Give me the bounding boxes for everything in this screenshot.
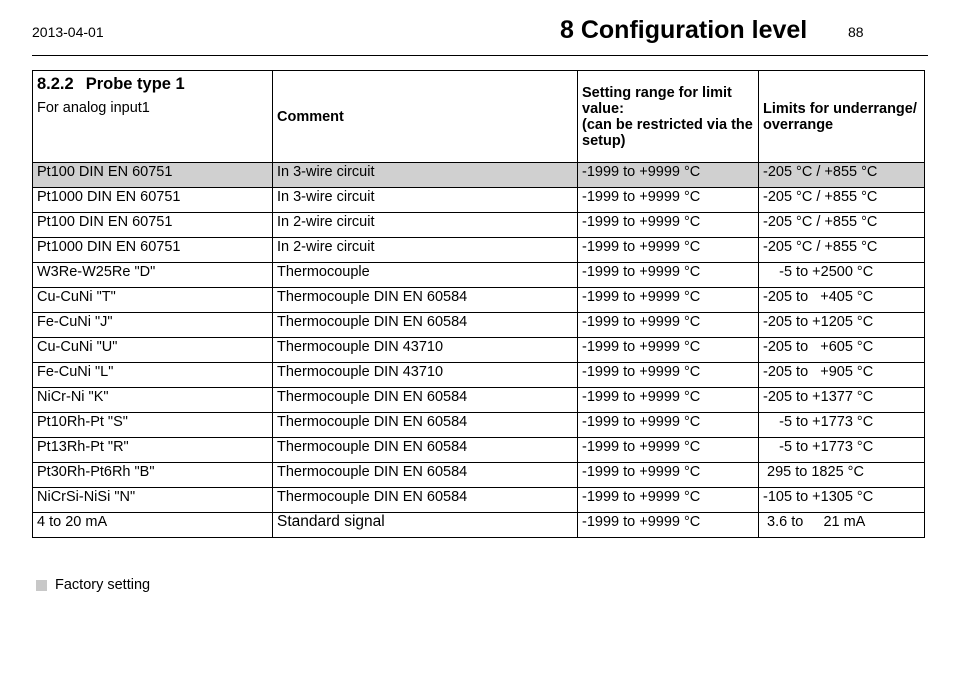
- table-row: [33, 288, 925, 313]
- cell-comment: Thermocouple DIN EN 60584: [273, 413, 578, 438]
- cell-limits: -205 to +905 °C: [759, 363, 925, 388]
- table-row: [33, 238, 925, 263]
- cell-limits: -205 °C / +855 °C: [759, 188, 925, 213]
- column-header-limits: Limits for underrange/ overrange: [759, 71, 925, 163]
- cell-limits: -205 to +405 °C: [759, 288, 925, 313]
- cell-range: -1999 to +9999 °C: [578, 438, 759, 463]
- table-row: [33, 313, 925, 338]
- cell-comment: Thermocouple DIN EN 60584: [273, 388, 578, 413]
- table-header-row: [33, 71, 925, 163]
- table-row: [33, 488, 925, 513]
- column-header-range: Setting range for limit value: (can be restricted via the setup): [578, 71, 759, 163]
- cell-probe: W3Re-W25Re "D": [33, 263, 273, 288]
- factory-setting-swatch: [36, 580, 47, 591]
- cell-probe: Fe-CuNi "L": [33, 363, 273, 388]
- cell-comment: In 2-wire circuit: [273, 238, 578, 263]
- table-row: [33, 438, 925, 463]
- cell-probe: Pt30Rh-Pt6Rh "B": [33, 463, 273, 488]
- column-header-comment: Comment: [273, 71, 578, 163]
- cell-comment: Thermocouple DIN EN 60584: [273, 463, 578, 488]
- cell-comment: Thermocouple DIN 43710: [273, 338, 578, 363]
- cell-range: -1999 to +9999 °C: [578, 363, 759, 388]
- cell-range: -1999 to +9999 °C: [578, 413, 759, 438]
- section-subtitle: For analog input1: [37, 100, 150, 116]
- cell-range: -1999 to +9999 °C: [578, 213, 759, 238]
- cell-range: -1999 to +9999 °C: [578, 388, 759, 413]
- cell-probe: NiCrSi-NiSi "N": [33, 488, 273, 513]
- section-title: Probe type 1: [85, 75, 185, 93]
- cell-limits: -205 °C / +855 °C: [759, 238, 925, 263]
- cell-comment: Thermocouple DIN EN 60584: [273, 288, 578, 313]
- cell-range: -1999 to +9999 °C: [578, 313, 759, 338]
- cell-comment: Thermocouple DIN EN 60584: [273, 488, 578, 513]
- page-number: 88: [848, 24, 864, 40]
- cell-probe: Pt100 DIN EN 60751: [33, 213, 273, 238]
- cell-range: -1999 to +9999 °C: [578, 338, 759, 363]
- cell-range: -1999 to +9999 °C: [578, 163, 759, 188]
- section-heading-cell: [33, 71, 273, 163]
- cell-limits: -205 °C / +855 °C: [759, 163, 925, 188]
- cell-probe: Pt1000 DIN EN 60751: [33, 188, 273, 213]
- cell-probe: Pt10Rh-Pt "S": [33, 413, 273, 438]
- cell-comment: In 3-wire circuit: [273, 163, 578, 188]
- cell-limits: -5 to +1773 °C: [759, 413, 925, 438]
- header-divider: [32, 55, 928, 56]
- cell-limits: -5 to +2500 °C: [759, 263, 925, 288]
- table-row: [33, 463, 925, 488]
- cell-range: -1999 to +9999 °C: [578, 263, 759, 288]
- section-number: 8.2.2: [37, 75, 74, 93]
- cell-comment: Thermocouple: [273, 263, 578, 288]
- cell-limits: -5 to +1773 °C: [759, 438, 925, 463]
- table-row: [33, 263, 925, 288]
- cell-range: -1999 to +9999 °C: [578, 513, 759, 538]
- section-heading: [37, 75, 268, 94]
- cell-comment: In 2-wire circuit: [273, 213, 578, 238]
- cell-probe: Cu-CuNi "T": [33, 288, 273, 313]
- probe-type-table: [32, 70, 925, 538]
- table-row: [33, 213, 925, 238]
- cell-probe: Pt1000 DIN EN 60751: [33, 238, 273, 263]
- cell-probe: NiCr-Ni "K": [33, 388, 273, 413]
- cell-range: -1999 to +9999 °C: [578, 288, 759, 313]
- cell-probe: Pt100 DIN EN 60751: [33, 163, 273, 188]
- cell-comment: Standard signal: [273, 513, 578, 538]
- cell-range: -1999 to +9999 °C: [578, 238, 759, 263]
- cell-limits: -205 to +605 °C: [759, 338, 925, 363]
- legend: [36, 577, 150, 593]
- cell-probe: 4 to 20 mA: [33, 513, 273, 538]
- cell-range: -1999 to +9999 °C: [578, 188, 759, 213]
- page-title: 8 Configuration level: [560, 16, 808, 44]
- cell-probe: Cu-CuNi "U": [33, 338, 273, 363]
- cell-probe: Fe-CuNi "J": [33, 313, 273, 338]
- table-body: [33, 163, 925, 538]
- cell-comment: Thermocouple DIN 43710: [273, 363, 578, 388]
- table-row: [33, 363, 925, 388]
- table-row: [33, 413, 925, 438]
- cell-limits: 3.6 to 21 mA: [759, 513, 925, 538]
- cell-limits: 295 to 1825 °C: [759, 463, 925, 488]
- cell-range: -1999 to +9999 °C: [578, 488, 759, 513]
- cell-comment: Thermocouple DIN EN 60584: [273, 313, 578, 338]
- table-row: [33, 513, 925, 538]
- table-row: [33, 338, 925, 363]
- cell-limits: -205 to +1377 °C: [759, 388, 925, 413]
- cell-probe: Pt13Rh-Pt "R": [33, 438, 273, 463]
- table-row: [33, 388, 925, 413]
- table-row: [33, 163, 925, 188]
- cell-comment: Thermocouple DIN EN 60584: [273, 438, 578, 463]
- cell-limits: -105 to +1305 °C: [759, 488, 925, 513]
- cell-comment: In 3-wire circuit: [273, 188, 578, 213]
- document-date: 2013-04-01: [32, 24, 104, 40]
- cell-range: -1999 to +9999 °C: [578, 463, 759, 488]
- cell-limits: -205 to +1205 °C: [759, 313, 925, 338]
- legend-label: Factory setting: [55, 577, 151, 593]
- table-row: [33, 188, 925, 213]
- cell-limits: -205 °C / +855 °C: [759, 213, 925, 238]
